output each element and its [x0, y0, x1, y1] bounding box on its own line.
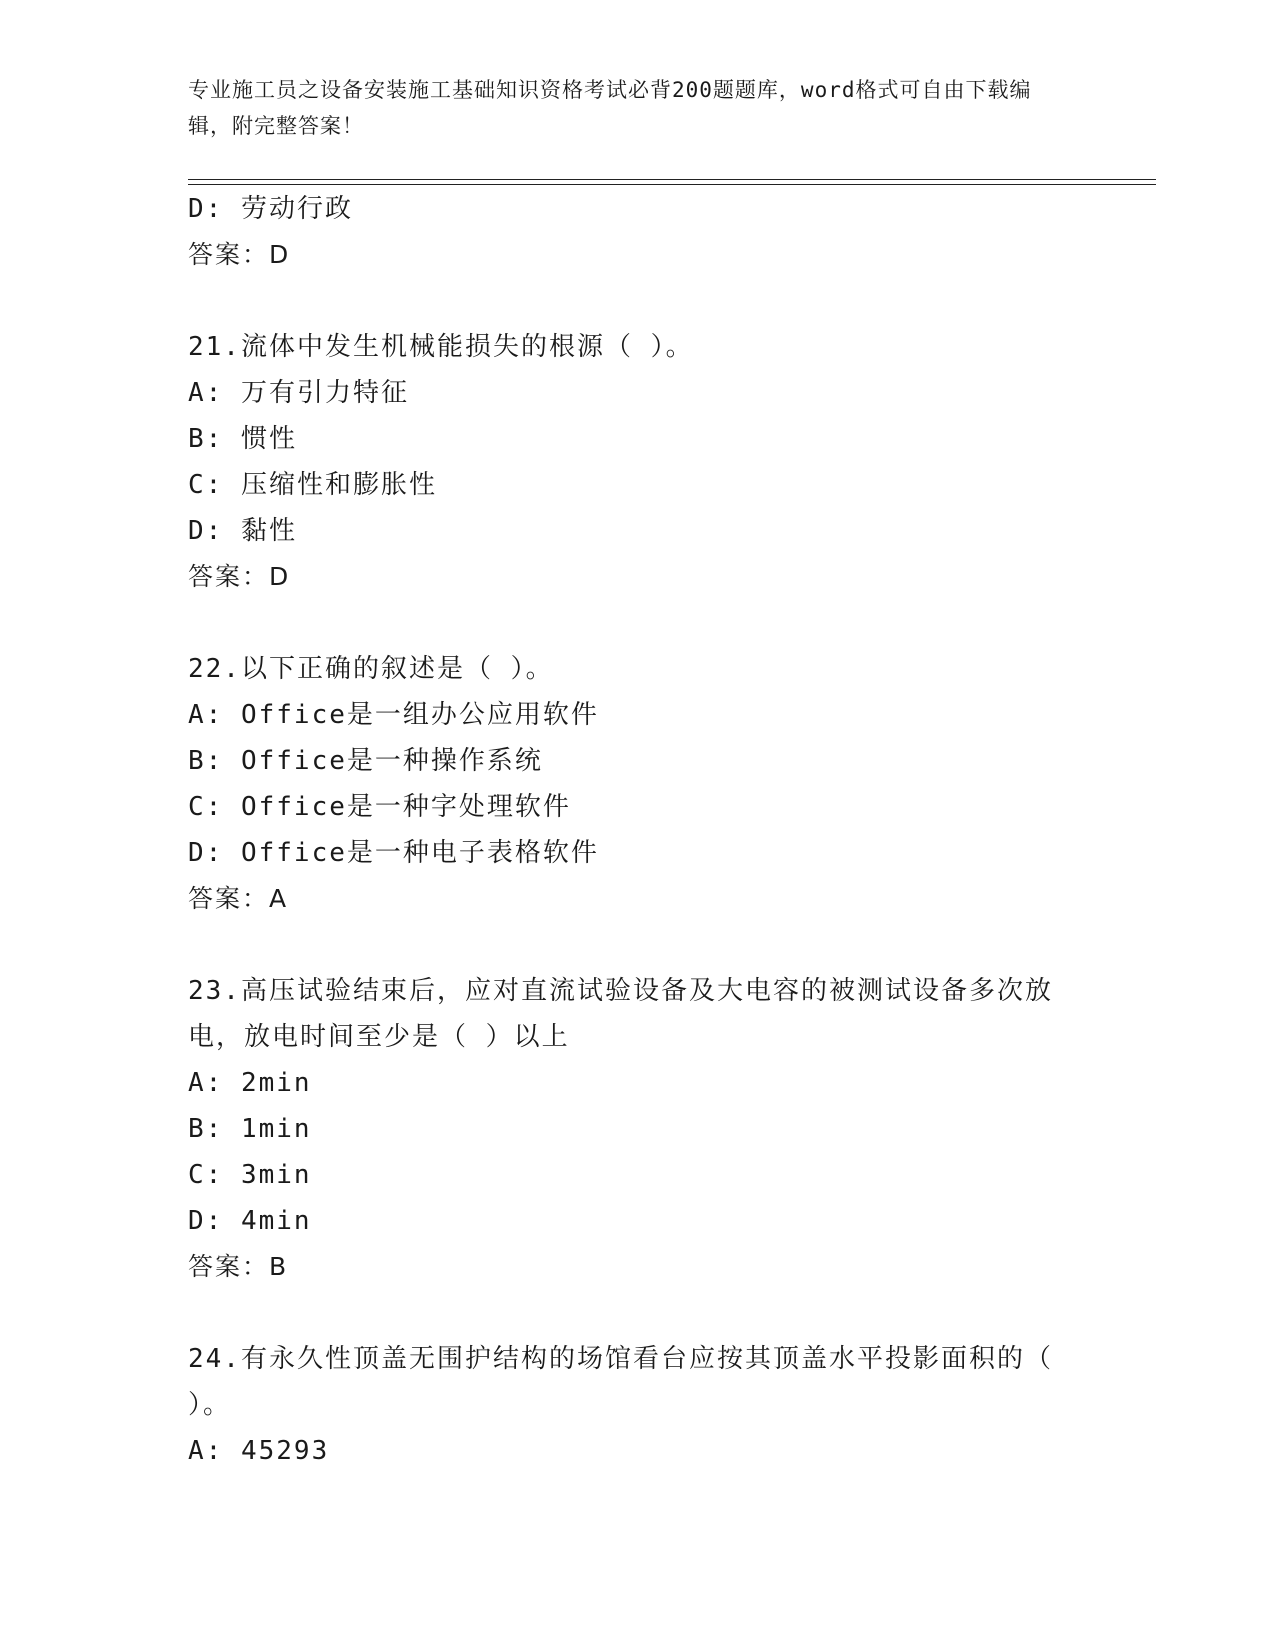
- spacer: [188, 600, 1088, 646]
- option-b: B: Office是一种操作系统: [188, 746, 543, 776]
- spacer: [188, 278, 1088, 324]
- option-c: C: 3min: [188, 1160, 312, 1190]
- question-stem: 21.流体中发生机械能损失的根源（ ）。: [188, 332, 694, 362]
- header-rule-top: [188, 179, 1156, 180]
- option-a: A: 45293: [188, 1436, 330, 1466]
- document-header: 专业施工员之设备安装施工基础知识资格考试必背200题题库，word格式可自由下载编辑，附完整答案！: [188, 78, 1032, 138]
- option-a: A: 万有引力特征: [188, 378, 409, 408]
- question-23: [188, 968, 1088, 1290]
- option-c: C: Office是一种字处理软件: [188, 792, 571, 822]
- option-d: D: 4min: [188, 1206, 312, 1236]
- option-b: B: 惯性: [188, 424, 297, 454]
- spacer: [188, 922, 1088, 968]
- question-24: [188, 1336, 1088, 1474]
- header-rule-bottom: [188, 184, 1156, 185]
- answer-line: 答案：A: [188, 884, 289, 913]
- option-a: A: 2min: [188, 1068, 312, 1098]
- answer-line: 答案：D: [188, 240, 291, 269]
- question-21: [188, 324, 1088, 600]
- question-stem: 24.有永久性顶盖无围护结构的场馆看台应按其顶盖水平投影面积的（ ）。: [188, 1344, 1053, 1420]
- question-list: [188, 186, 1088, 1474]
- option-d: D: 黏性: [188, 516, 297, 546]
- question-stem: 23.高压试验结束后，应对直流试验设备及大电容的被测试设备多次放电，放电时间至少是（ ）以上: [188, 976, 1053, 1052]
- option-d: D: Office是一种电子表格软件: [188, 838, 599, 868]
- question-22: [188, 646, 1088, 922]
- question-stem: 22.以下正确的叙述是（ ）。: [188, 654, 554, 684]
- answer-line: 答案：D: [188, 562, 291, 591]
- answer-line: 答案：B: [188, 1252, 289, 1281]
- option-c: C: 压缩性和膨胀性: [188, 470, 437, 500]
- spacer: [188, 1290, 1088, 1336]
- option-d: D: 劳动行政: [188, 194, 353, 224]
- option-b: B: 1min: [188, 1114, 312, 1144]
- option-a: A: Office是一组办公应用软件: [188, 700, 599, 730]
